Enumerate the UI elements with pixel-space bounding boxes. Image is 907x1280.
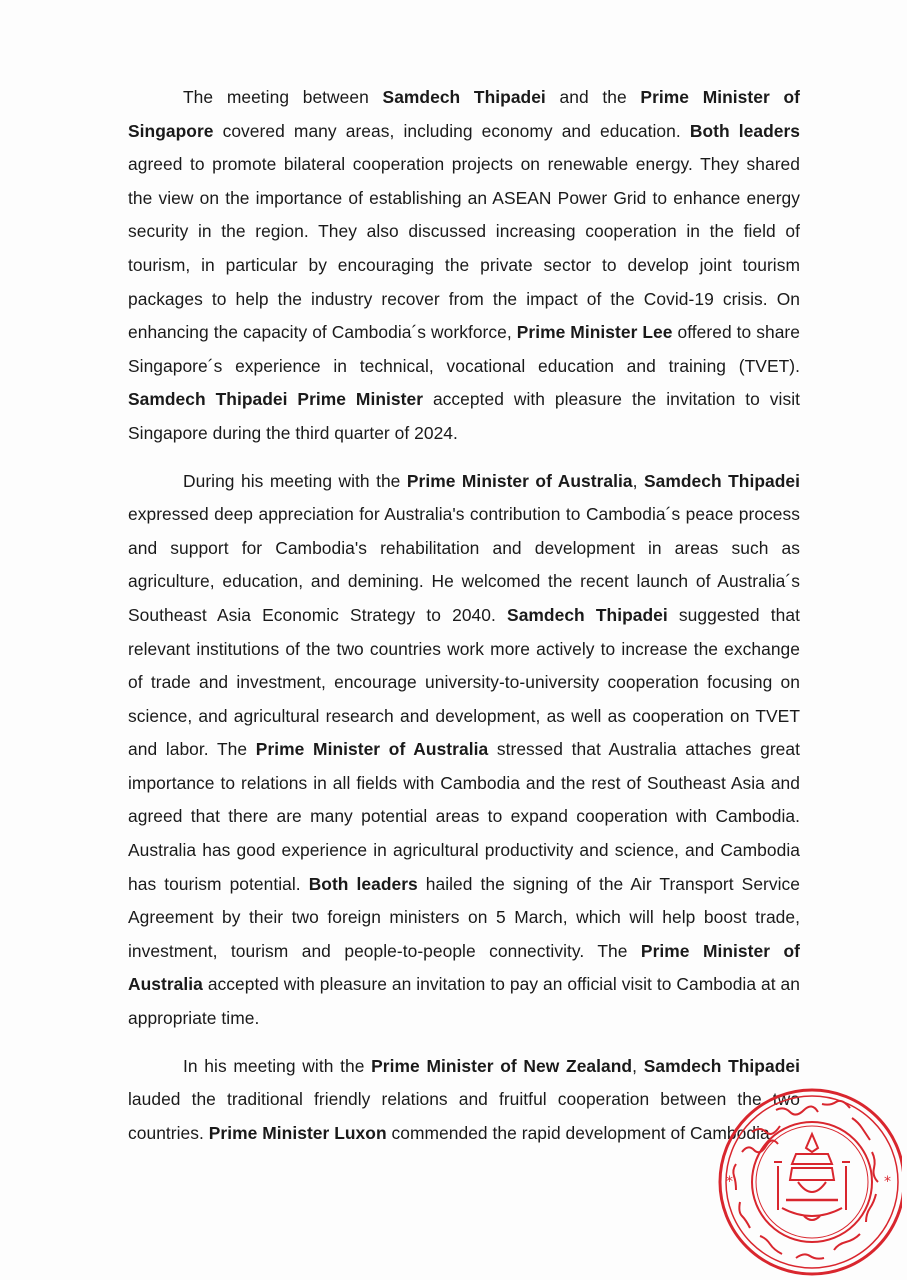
body-text: commended the rapid development of Cambodia — [386, 1122, 770, 1143]
body-text: The meeting between — [183, 87, 383, 107]
body-text: stressed that Australia attaches great importance to relations in all fields with Cambodia and the rest of Southeast Asia and agreed that there are many potential areas to expand cooperation with Cambodia. Australia has good experience in agricultural productivity and science, and Cambodia has tourism potential. — [128, 739, 800, 894]
body-text: hailed the signing of the Air Transport Service Agreement by their two foreign ministers on 5 March, which will help boost trade, investment, tourism and people-to-people connectivity. The — [128, 873, 801, 961]
paragraph-new-zealand-meeting — [128, 1050, 800, 1151]
bold-name-text: Prime Minister of Australia — [406, 470, 633, 491]
document-body — [128, 81, 800, 1164]
bold-name-text: Both leaders — [689, 120, 801, 141]
bold-name-text: Samdech Thipadei — [382, 87, 546, 107]
body-text: In his meeting with the — [183, 1055, 372, 1076]
bold-name-text: Samdech Thipadei — [643, 1055, 800, 1076]
body-text: offered to share Singapore´s experience in technical, vocational education and training (TVET). — [128, 322, 800, 376]
paragraph-singapore-meeting — [128, 81, 800, 451]
bold-name-text: Prime Minister of Singapore — [128, 87, 800, 141]
bold-name-text: Prime Minister of Australia — [255, 739, 489, 760]
body-text: During his meeting with the — [183, 470, 407, 491]
body-text: covered many areas, including economy and education. — [213, 120, 690, 141]
official-seal-icon — [712, 1082, 902, 1280]
bold-name-text: Both leaders — [308, 873, 418, 894]
body-text: expressed deep appreciation for Australia's contribution to Cambodia´s peace process and support for Cambodia's rehabilitation and development in areas such as agriculture, education, and demining. He welcomed the recent launch of Australia´s Southeast Asia Economic Strategy to 2040. — [128, 504, 800, 625]
body-text: agreed to promote bilateral cooperation projects on renewable energy. They shared the view on the importance of establishing an ASEAN Power Grid to enhance energy security in the region. They also discussed increasing cooperation in the field of tourism, in particular by encouraging the private sector to develop joint tourism packages to help the industry recover from the impact of the Covid-19 crisis. On enhancing the capacity of Cambodia´s workforce, — [128, 154, 800, 343]
body-text: and the — [545, 87, 641, 107]
body-text: suggested that relevant institutions of the two countries work more actively to increase the exchange of trade and investment, encourage university-to-university cooperation focusing on science, and agricultural research and development, as well as cooperation on TVET and labor. The — [128, 604, 800, 760]
body-text: accepted with pleasure an invitation to pay an official visit to Cambodia at an appropriate time. — [128, 974, 800, 1029]
body-text: lauded the traditional friendly relations and fruitful cooperation between the two countries. — [128, 1089, 800, 1143]
svg-text:*: * — [884, 1174, 891, 1190]
bold-name-text: Prime Minister Lee — [516, 322, 673, 343]
bold-name-text: Prime Minister Luxon — [208, 1122, 387, 1143]
bold-name-text: Samdech Thipadei — [507, 604, 668, 625]
svg-text:*: * — [726, 1174, 733, 1190]
body-text: , — [632, 470, 644, 491]
bold-name-text: Prime Minister of New Zealand — [371, 1055, 633, 1076]
body-text: accepted with pleasure the invitation to visit Singapore during the third quarter of 2024. — [128, 389, 800, 443]
body-text: , — [632, 1055, 644, 1076]
bold-name-text: Samdech Thipadei — [643, 470, 800, 491]
bold-name-text: Prime Minister of Australia — [128, 940, 801, 995]
paragraph-australia-meeting — [128, 465, 800, 1036]
bold-name-text: Samdech Thipadei Prime Minister — [128, 389, 424, 410]
